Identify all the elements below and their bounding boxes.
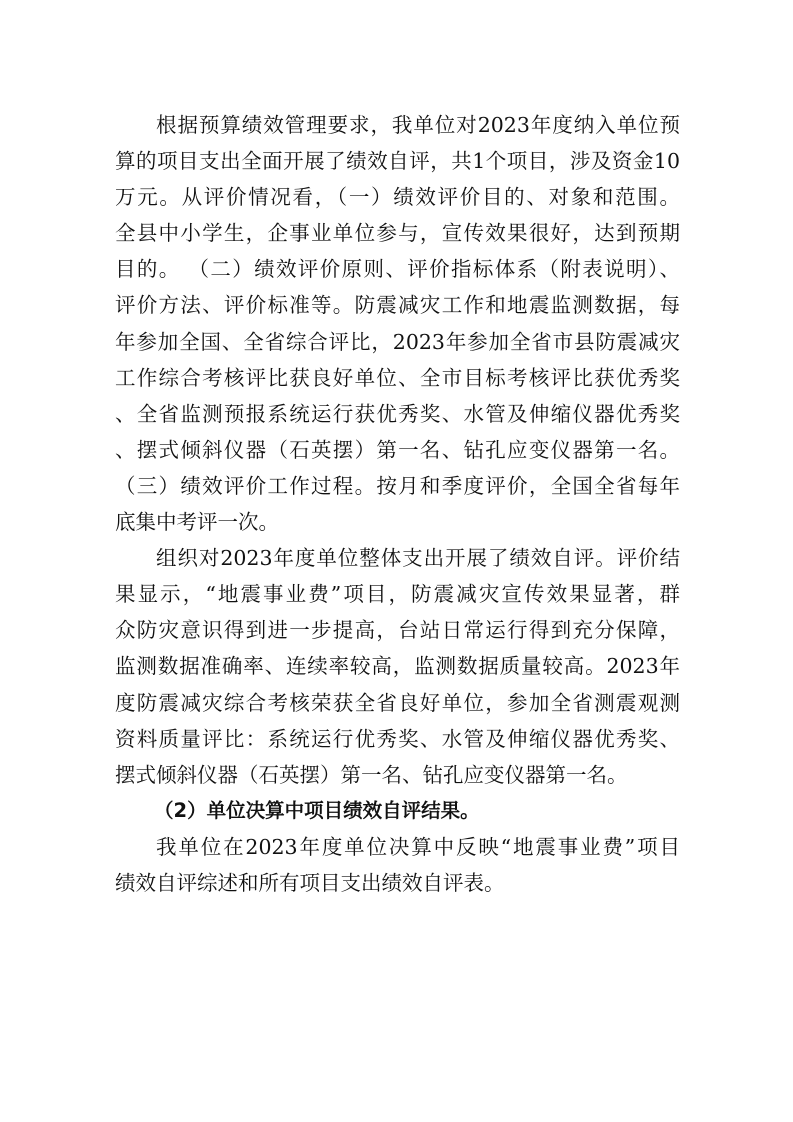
text-line: 监测数据准确率、连续率较高，监测数据质量较高。2023年	[115, 654, 680, 679]
text-line: 组织对2023年度单位整体支出开展了绩效自评。评价结	[156, 546, 680, 571]
text-line: 万元。从评价情况看，（一）绩效评价目的、对象和范围。	[115, 185, 680, 210]
text-line: 我单位在2023年度单位决算中反映“地震事业费”项目	[156, 834, 680, 859]
document-body	[115, 107, 680, 901]
text-line: 底集中考评一次。	[115, 510, 279, 535]
section-heading: （2）单位决算中项目绩效自评结果。	[154, 798, 480, 822]
text-line: 度防震减灾综合考核荣获全省良好单位，参加全省测震观测	[115, 690, 680, 715]
text-line: （三）绩效评价工作过程。按月和季度评价，全国全省每年	[115, 473, 680, 498]
text-line: 、摆式倾斜仪器（石英摆）第一名、钻孔应变仪器第一名。	[115, 437, 680, 462]
text-line: 绩效自评综述和所有项目支出绩效自评表。	[115, 870, 505, 895]
text-line: 资料质量评比：系统运行优秀奖、水管及伸缩仪器优秀奖、	[115, 726, 680, 751]
text-line: 根据预算绩效管理要求，我单位对2023年度纳入单位预	[156, 113, 680, 137]
text-line: 摆式倾斜仪器（石英摆）第一名、钻孔应变仪器第一名。	[115, 762, 628, 787]
text-line: 果显示，“地震事业费”项目，防震减灾宣传效果显著，群	[115, 582, 680, 607]
text-line: 评价方法、评价标准等。防震减灾工作和地震监测数据，每	[115, 293, 680, 318]
text-line: 算的项目支出全面开展了绩效自评，共1个项目，涉及资金10	[115, 149, 680, 174]
text-line: 年参加全国、全省综合评比，2023年参加全省市县防震减灾	[115, 329, 680, 354]
paragraph-2	[115, 540, 680, 793]
paragraph-3	[115, 829, 680, 901]
text-line: 众防灾意识得到进一步提高，台站日常运行得到充分保障，	[115, 618, 680, 643]
text-line: 、全省监测预报系统运行获优秀奖、水管及伸缩仪器优秀奖	[115, 401, 680, 426]
text-line: 工作综合考核评比获良好单位、全市目标考核评比获优秀奖	[115, 365, 680, 390]
text-line: 目的。 （二）绩效评价原则、评价指标体系（附表说明）、	[115, 257, 680, 282]
paragraph-1	[115, 107, 680, 540]
text-line: 全县中小学生，企事业单位参与，宣传效果很好，达到预期	[115, 221, 680, 246]
